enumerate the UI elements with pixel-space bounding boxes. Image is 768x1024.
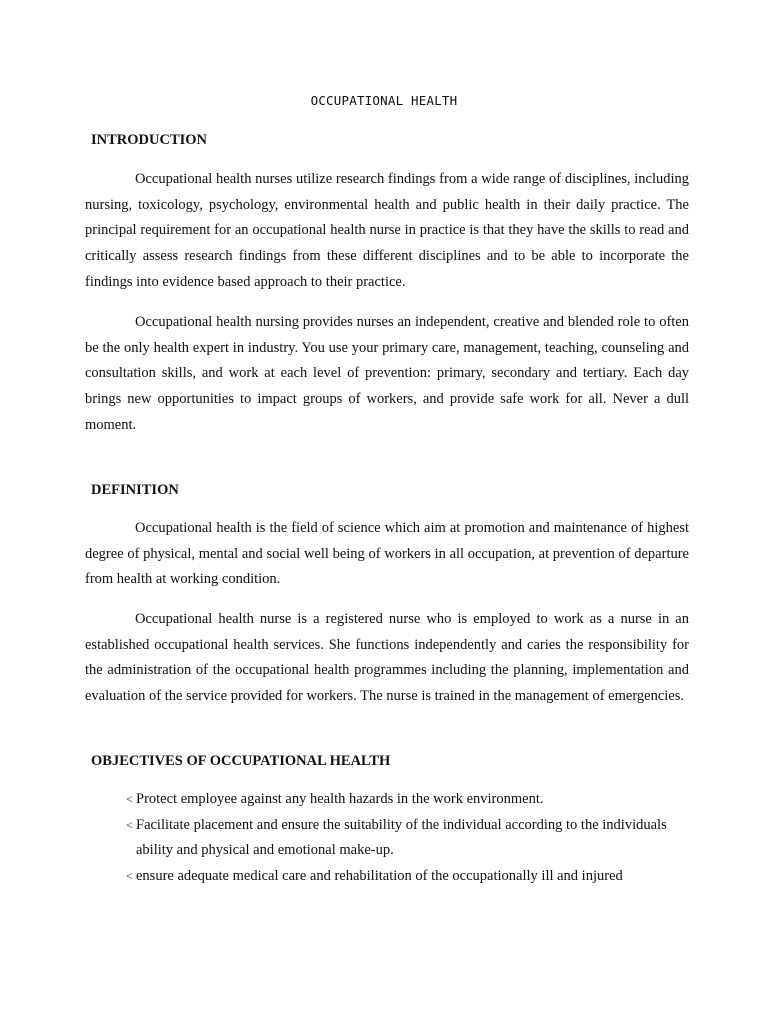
objective-text: Protect employee against any health hazards in the work environment.	[136, 791, 544, 807]
introduction-heading: INTRODUCTION	[91, 132, 208, 148]
objective-text: Facilitate placement and ensure the suitability of the individual according to the individuals ability and physical and emotional make-up.	[136, 816, 667, 859]
objective-text: ensure adequate medical care and rehabilitation of the occupationally ill and injured	[136, 868, 623, 885]
introduction-paragraph: Occupational health nurses utilize research findings from a wide range of disciplines, including nursing, toxicology, psychology, environmental health and public health in their daily practice. The principal requirement for an occupational health nurse in practice is that they have the skills to read and critically assess research findings from these different disciplines and to be able to incorporate the findings into evidence based approach to their practice.	[85, 171, 689, 290]
document-title: OCCUPATIONAL HEALTH	[310, 93, 458, 108]
arrow-bullet-icon: <	[126, 869, 133, 884]
list-item	[126, 813, 690, 864]
list-item	[126, 864, 690, 890]
objectives-list	[126, 787, 690, 890]
arrow-bullet-icon: <	[126, 817, 133, 832]
definition-paragraph: Occupational health nurse is a registered nurse who is employed to work as a nurse in an established occupational health services. She functions independently and caries the responsibility for the administration of the occupational health programmes including the planning, implementation and evaluation of the service provided for workers. The nurse is trained in the management of emergencies.	[85, 611, 689, 705]
definition-heading: DEFINITION	[91, 482, 179, 498]
introduction-paragraph: Occupational health nursing provides nurses an independent, creative and blended role to often be the only health expert in industry. You use your primary care, management, teaching, counseling and consultation skills, and work at each level of prevention: primary, secondary and tertiary. Each day brings new opportunities to impact groups of workers, and provide safe work for all. Never a dull moment.	[85, 314, 689, 433]
objectives-heading: OBJECTIVES OF OCCUPATIONAL HEALTH	[91, 753, 391, 769]
definition-paragraph: Occupational health is the field of science which aim at promotion and maintenance of highest degree of physical, mental and social well being of workers in all occupation, at prevention of departure from health at working condition.	[85, 520, 689, 588]
list-item	[126, 787, 690, 813]
arrow-bullet-icon: <	[126, 792, 133, 806]
